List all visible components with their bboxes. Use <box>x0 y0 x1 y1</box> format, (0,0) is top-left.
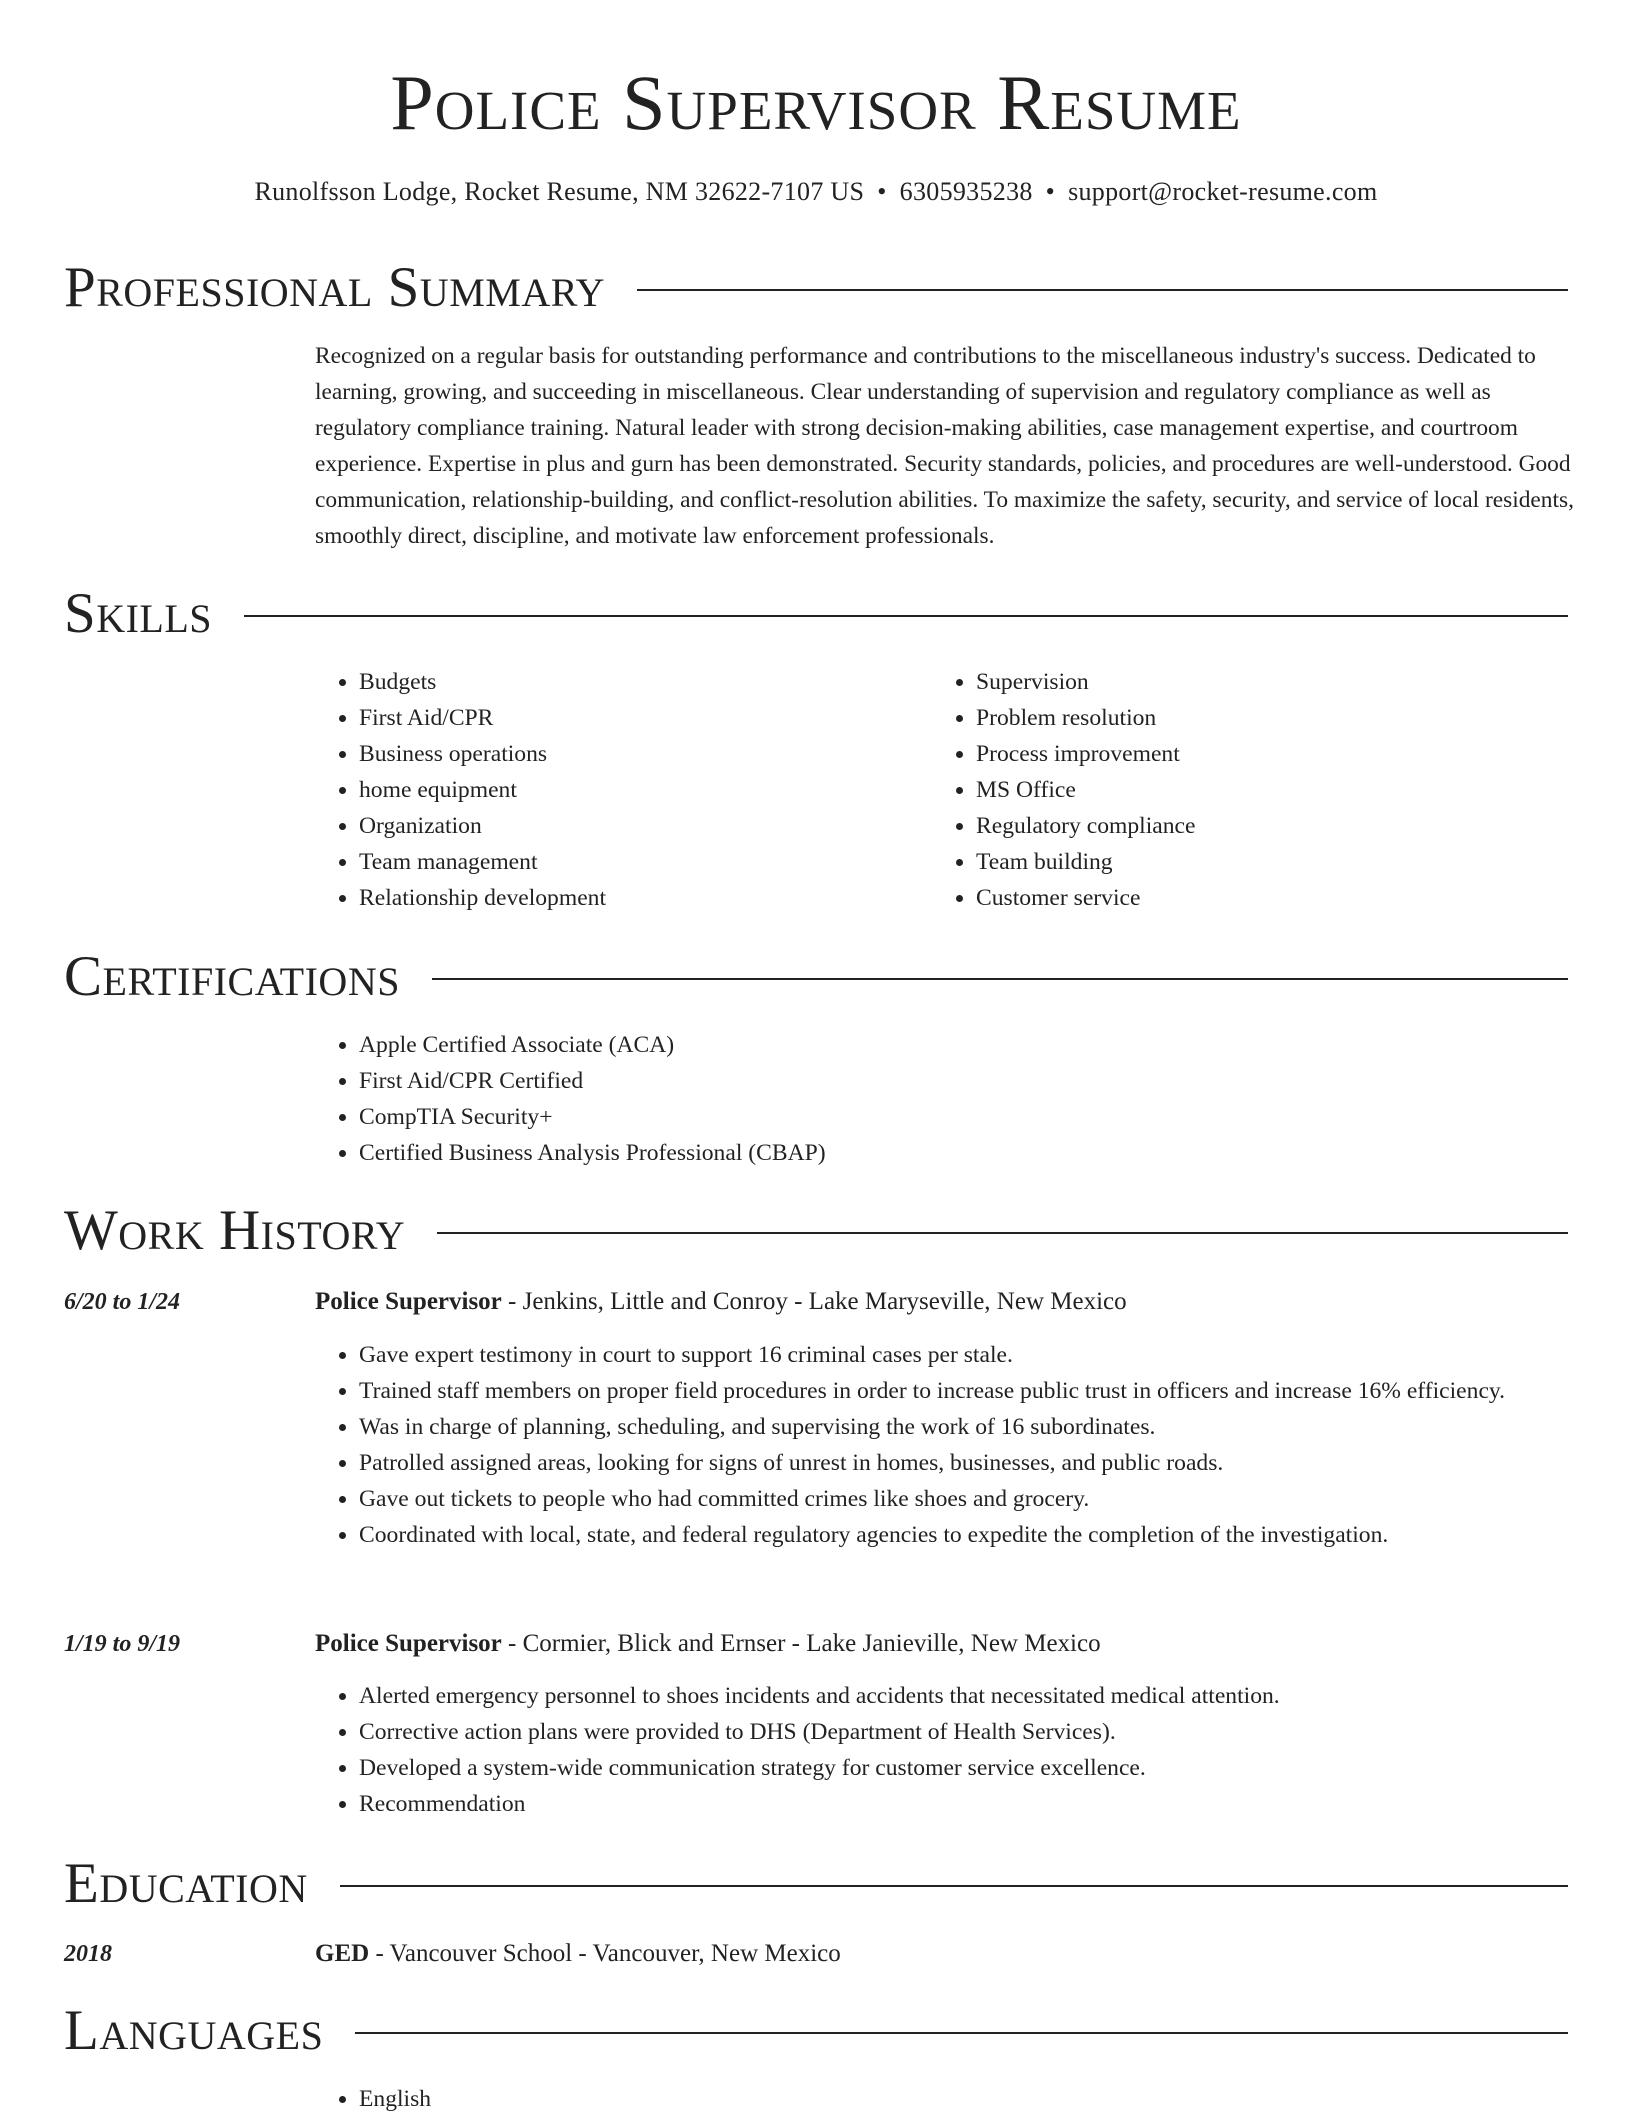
section-heading-education <box>64 1849 1568 1919</box>
job-entry-header <box>64 1624 1568 1664</box>
contact-email[interactable]: support@rocket-resume.com <box>1068 177 1378 206</box>
summary-text: Recognized on a regular basis for outstanding performance and contributions to the miscellaneous industry's success. Dedicated to learning, growing, and succeeding in miscellaneous. Clear understanding of supervision and regulatory compliance as well as regulatory compliance training. Natural leader with strong decision-making abilities, case management expertise, and courtroom experience. Expertise in plus and gurn has been demonstrated. Security standards, policies, and procedures are well-understood. Good communication, relationship-building, and conflict-resolution abilities. To maximize the safety, security, and service of local residents, smoothly direct, discipline, and motivate law enforcement professionals. <box>315 343 1574 549</box>
job-bullet: • Gave expert testimony in court to support 16 criminal cases per stale. <box>359 1337 1579 1373</box>
skill-item: • Team building <box>976 844 1576 880</box>
job-role: Police Supervisor <box>315 1288 502 1315</box>
section-divider <box>355 2032 1568 2034</box>
section-divider <box>432 978 1568 980</box>
job-bullet: • Developed a system-wide communication strategy for customer service excellence. <box>359 1750 1579 1786</box>
section-divider <box>437 1232 1568 1234</box>
education-details: - Vancouver School - Vancouver, New Mexico <box>369 1940 841 1967</box>
section-divider <box>244 615 1568 617</box>
section-title: Professional Summary <box>64 256 606 319</box>
section-heading-certifications <box>64 942 1568 1012</box>
skills-list-left <box>315 664 919 916</box>
job-details: - Jenkins, Little and Conroy - Lake Maryseville, New Mexico <box>501 1288 1127 1315</box>
job-bullet: • Corrective action plans were provided to DHS (Department of Health Services). <box>359 1714 1579 1750</box>
skill-item: • Business operations <box>359 736 919 772</box>
job-bullet: • Alerted emergency personnel to shoes incidents and accidents that necessitated medical attention. <box>359 1678 1579 1714</box>
section-title: Skills <box>64 582 213 645</box>
job-info <box>315 1624 1101 1664</box>
contact-line <box>0 174 1632 210</box>
skill-item: • Process improvement <box>976 736 1576 772</box>
job-dates: 6/20 to 1/24 <box>64 1289 181 1315</box>
education-year: 2018 <box>64 1941 112 1967</box>
skill-item: • Relationship development <box>359 880 919 916</box>
skill-item: • Problem resolution <box>976 700 1576 736</box>
certification-item: • CompTIA Security+ <box>359 1099 1559 1135</box>
contact-address: Runolfsson Lodge, Rocket Resume, NM 32622-7107 US <box>254 177 865 206</box>
skill-item: • Supervision <box>976 664 1576 700</box>
contact-separator: • <box>1045 177 1056 206</box>
resume-title: Police Supervisor Resume <box>390 59 1242 146</box>
section-title: Work History <box>64 1199 406 1262</box>
job-bullet: • Trained staff members on proper field procedures in order to increase public trust in officers and increase 16% efficiency. <box>359 1373 1579 1409</box>
job-dates: 1/19 to 9/19 <box>64 1631 181 1657</box>
job-bullet: • Patrolled assigned areas, looking for signs of unrest in homes, businesses, and public roads. <box>359 1445 1579 1481</box>
job-entry-header <box>64 1282 1568 1322</box>
education-info <box>315 1934 841 1974</box>
skill-item: • Budgets <box>359 664 919 700</box>
job-info <box>315 1282 1127 1322</box>
job-role: Police Supervisor <box>315 1630 502 1657</box>
section-heading-languages <box>64 1996 1568 2066</box>
section-title: Certifications <box>64 945 400 1008</box>
section-heading-summary <box>64 253 1568 323</box>
job-bullet: • Gave out tickets to people who had committed crimes like shoes and grocery. <box>359 1481 1579 1517</box>
education-entry <box>64 1934 1568 1974</box>
skill-item: • home equipment <box>359 772 919 808</box>
certification-item: • Certified Business Analysis Professional (CBAP) <box>359 1135 1559 1171</box>
job-bullet: • Coordinated with local, state, and federal regulatory agencies to expedite the completion of the investigation. <box>359 1517 1579 1553</box>
skill-item: • Regulatory compliance <box>976 808 1576 844</box>
certification-item: • Apple Certified Associate (ACA) <box>359 1027 1559 1063</box>
job-bullets <box>315 1337 1579 1553</box>
section-title: Education <box>64 1852 308 1915</box>
job-bullet: • Was in charge of planning, scheduling, and supervising the work of 16 subordinates. <box>359 1409 1579 1445</box>
certifications-list <box>315 1027 1559 1171</box>
contact-separator: • <box>877 177 887 206</box>
job-details: - Cormier, Blick and Ernser - Lake Janieville, New Mexico <box>501 1630 1101 1657</box>
job-bullets <box>315 1678 1579 1822</box>
skill-item: • Customer service <box>976 880 1576 916</box>
skills-list-right <box>932 664 1576 916</box>
section-divider <box>340 1885 1568 1887</box>
section-divider <box>637 289 1568 291</box>
contact-phone: 6305935238 <box>899 177 1033 206</box>
job-bullet: • Recommendation <box>359 1786 1579 1822</box>
skill-item: • MS Office <box>976 772 1576 808</box>
skill-item: • First Aid/CPR <box>359 700 919 736</box>
section-title: Languages <box>64 1999 324 2062</box>
skill-item: • Organization <box>359 808 919 844</box>
section-heading-skills <box>64 579 1568 649</box>
language-item: • English <box>359 2081 959 2117</box>
education-degree: GED <box>315 1940 370 1967</box>
skill-item: • Team management <box>359 844 919 880</box>
certification-item: • First Aid/CPR Certified <box>359 1063 1559 1099</box>
section-heading-work-history <box>64 1196 1568 1266</box>
